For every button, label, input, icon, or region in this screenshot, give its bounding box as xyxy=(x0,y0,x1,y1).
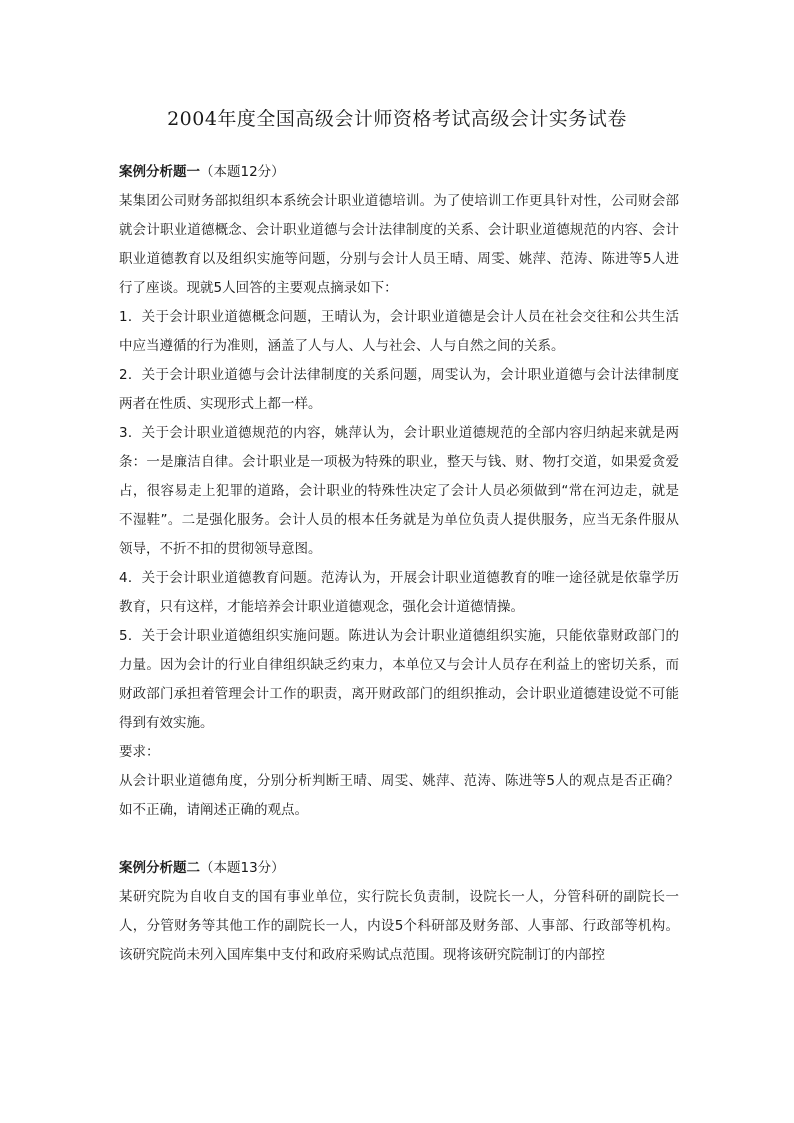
case1-item-5: 5．关于会计职业道德组织实施问题。陈进认为会计职业道德组织实施，只能依靠财政部门的力量。因为会计的行业自律组织缺乏约束力，本单位又与会计人员存在利益上的密切关系，而财政部门承担着管理会计工作的职责，离开财政部门的组织推动，会计职业道德建设觉不可能得到有效实施。 xyxy=(119,628,679,731)
case1-heading xyxy=(119,158,679,187)
case2-points: （本题13分） xyxy=(200,860,285,876)
case1-points: （本题12分） xyxy=(200,164,285,180)
case2-intro: 某研究院为自收自支的国有事业单位，实行院长负责制，设院长一人，分管科研的副院长一人，分管财务等其他工作的副院长一人，内设5个科研部及财务部、人事部、行政部等机构。该研究院尚未列入国库集中支付和政府采购试点范围。现将该研究院制订的内部控 xyxy=(119,889,679,963)
case2-heading xyxy=(119,854,679,883)
case1-item-4: 4．关于会计职业道德教育问题。范涛认为，开展会计职业道德教育的唯一途径就是依靠学历教育，只有这样，才能培养会计职业道德观念，强化会计道德情操。 xyxy=(119,570,679,615)
document-title: 2004年度全国高级会计师资格考试高级会计实务试卷 xyxy=(167,108,627,130)
section-spacer xyxy=(119,825,679,854)
case1-heading-label: 案例分析题一 xyxy=(119,164,200,180)
case1-requirement-text: 从会计职业道德角度，分别分析判断王晴、周雯、姚萍、范涛、陈进等5人的观点是否正确？如不正确，请阐述正确的观点。 xyxy=(119,773,679,818)
case1-requirement-label: 要求： xyxy=(119,744,160,760)
case1-item-2: 2．关于会计职业道德与会计法律制度的关系问题，周雯认为，会计职业道德与会计法律制度两者在性质、实现形式上都一样。 xyxy=(119,367,679,412)
case1-intro: 某集团公司财务部拟组织本系统会计职业道德培训。为了使培训工作更具针对性，公司财会部就会计职业道德概念、会计职业道德与会计法律制度的关系、会计职业道德规范的内容、会计职业道德教育以及组织实施等问题，分别与会计人员王晴、周雯、姚萍、范涛、陈进等5人进行了座谈。现就5人回答的主要观点摘录如下： xyxy=(119,193,679,296)
document-body xyxy=(119,158,679,970)
case1-item-1: 1．关于会计职业道德概念问题，王晴认为，会计职业道德是会计人员在社会交往和公共生活中应当遵循的行为准则，涵盖了人与人、人与社会、人与自然之间的关系。 xyxy=(119,309,679,354)
case2-heading-label: 案例分析题二 xyxy=(119,860,200,876)
case1-item-3: 3．关于会计职业道德规范的内容，姚萍认为，会计职业道德规范的全部内容归纳起来就是两条：一是廉洁自律。会计职业是一项极为特殊的职业，整天与钱、财、物打交道，如果爱贪爱占，很容易走上犯罪的道路，会计职业的特殊性决定了会计人员必须做到“常在河边走，就是不湿鞋”。二是强化服务。会计人员的根本任务就是为单位负责人提供服务，应当无条件服从领导，不折不扣的贯彻领导意图。 xyxy=(119,425,679,557)
